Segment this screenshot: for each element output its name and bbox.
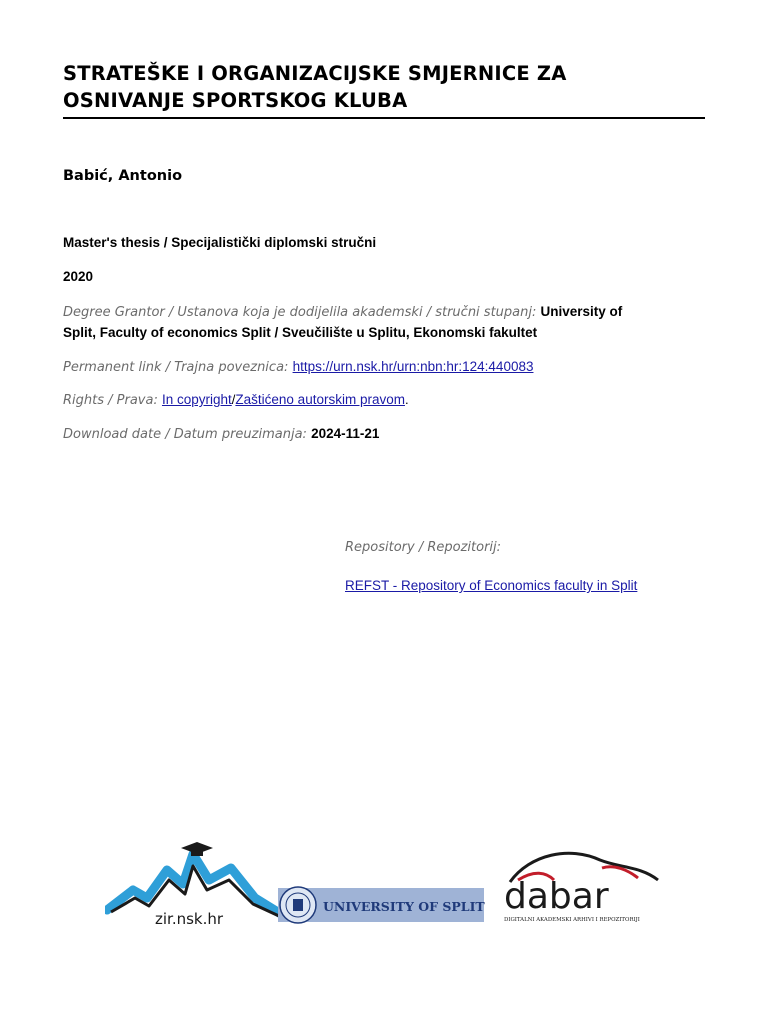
degree-grantor-label: Degree Grantor / Ustanova koja je dodijelila akademski / stručni stupanj: bbox=[63, 305, 537, 320]
permanent-link-url[interactable]: https://urn.nsk.hr/urn:nbn:hr:124:440083 bbox=[292, 359, 534, 374]
rights-link-copyright[interactable]: In copyright bbox=[161, 392, 232, 407]
degree-grantor-value-2: Split, Faculty of economics Split / Sveučilište u Splitu, Ekonomski fakultet bbox=[63, 325, 538, 340]
year-text: 2020 bbox=[63, 269, 94, 284]
degree-grantor-value-1: University of bbox=[540, 304, 623, 319]
dabar-logo bbox=[500, 846, 665, 926]
dabar-logo-text: dabar bbox=[504, 876, 609, 917]
logo-strip bbox=[0, 840, 768, 940]
university-of-split-logo bbox=[278, 884, 486, 926]
permanent-link bbox=[63, 357, 533, 378]
rights-label: Rights / Prava: bbox=[63, 393, 158, 408]
repository bbox=[345, 575, 637, 594]
download-date-label: Download date / Datum preuzimanja: bbox=[63, 427, 307, 442]
degree-grantor bbox=[63, 302, 703, 344]
rights-separator: / bbox=[231, 392, 236, 407]
repository-link[interactable]: REFST - Repository of Economics faculty in Split bbox=[345, 578, 638, 593]
zir-logo-text: zir.nsk.hr bbox=[155, 910, 224, 928]
document-title: STRATEŠKE I ORGANIZACIJSKE SMJERNICE ZA OSNIVANJE SPORTSKOG KLUBA bbox=[63, 62, 567, 112]
dabar-subtitle: DIGITALNI AKADEMSKI ARHIVI I REPOZITORIJI bbox=[504, 917, 640, 923]
download-date-value: 2024-11-21 bbox=[311, 426, 380, 441]
thesis-type-text: Master's thesis / Specijalistički diplomski stručni bbox=[63, 235, 377, 250]
zir-logo bbox=[105, 840, 285, 932]
seal-icon bbox=[293, 899, 303, 911]
author-name: Babić, Antonio bbox=[63, 168, 183, 184]
university-of-split-text: UNIVERSITY OF SPLIT bbox=[323, 899, 485, 914]
rights-link-zasticeno[interactable]: Zaštićeno autorskim pravom bbox=[235, 392, 405, 407]
permanent-link-label: Permanent link / Trajna poveznica: bbox=[63, 360, 289, 375]
year bbox=[63, 267, 93, 288]
download-date bbox=[63, 424, 379, 445]
rights bbox=[63, 390, 409, 411]
thesis-type bbox=[63, 233, 376, 254]
title-divider bbox=[63, 117, 705, 119]
rights-end: . bbox=[404, 392, 409, 407]
repository-label: Repository / Repozitorij: bbox=[345, 540, 502, 555]
